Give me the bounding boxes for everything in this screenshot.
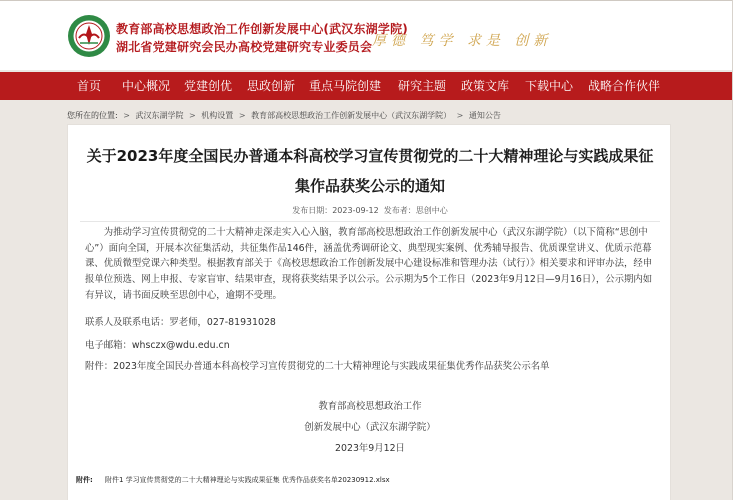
publish-date: 2023-09-12 <box>332 206 379 215</box>
nav-item-party-building[interactable]: 党建创优 <box>183 79 233 93</box>
signature-date: 2023年9月12日 <box>335 443 405 454</box>
nav-item-ideology-innovation[interactable]: 思政创新 <box>246 79 296 93</box>
author-label: 发布者： <box>383 206 416 215</box>
attachment-label: 附件: <box>76 476 93 484</box>
nav-item-research-topics[interactable]: 研究主题 <box>397 79 447 93</box>
breadcrumb-separator: > <box>189 111 196 120</box>
article-body-paragraph: 为推动学习宣传贯彻党的二十大精神走深走实入心入脑，教育部高校思想政治工作创新发展中心（武汉东湖学院）（以下简称“思创中心”）面向全国，开展本次征集活动，共征集作品146件，涵盖优秀调研论文、典型现实案例、优秀辅导报告、优质课堂讲义、优质示范幕课、优质微型党课六种类型。根据教育部关于《高校思想政治工作创新发展中心建设标准和管理办法（试行）》相关要求和评审办法，经申报单位预选、网上申报、专家盲审、结果审查，现将获奖结果予以公示。公示期为5个工作日（2023年9月12日—9月16日），公示期内如有异议，请书面反映至思创中心，逾期不受理。 <box>85 227 653 301</box>
breadcrumb-separator: > <box>238 111 246 120</box>
attachment-note: 附件：2023年度全国民办普通本科高校学习宣传贯彻党的二十大精神理论与实践成果征集优秀作品获奖公示名单 <box>85 361 550 372</box>
breadcrumb-separator: > <box>123 111 130 120</box>
publisher: 思创中心 <box>415 206 448 215</box>
nav-item-partners[interactable]: 战略合作伙伴 <box>587 79 661 93</box>
nav-item-policy-library[interactable]: 政策文库 <box>460 79 510 93</box>
breadcrumb-organization[interactable]: 机构设置 <box>201 111 234 120</box>
email-line[interactable]: 电子邮箱：whsczx@wdu.edu.cn <box>85 340 230 351</box>
site-header <box>0 1 733 70</box>
school-logo-icon[interactable] <box>67 14 111 58</box>
nav-item-center-overview[interactable]: 中心概况 <box>121 79 171 93</box>
breadcrumb <box>67 110 501 121</box>
breadcrumb-lead: 您所在的位置: <box>67 111 118 120</box>
breadcrumb-center[interactable]: 教育部高校思想政治工作创新发展中心（武汉东湖学院） <box>251 111 452 120</box>
meta-divider <box>80 221 660 222</box>
nav-item-home[interactable]: 首页 <box>76 79 102 93</box>
breadcrumb-notices[interactable]: 通知公告 <box>468 111 501 120</box>
contact-line: 联系人及联系电话：罗老师，027-81931028 <box>85 317 276 328</box>
attachment-download-link[interactable]: 附件1 学习宣传贯彻党的二十大精神理论与实践成果征集 优秀作品获奖名单20230912.xlsx <box>105 476 390 484</box>
breadcrumb-separator: > <box>456 111 464 120</box>
signature-line-2: 创新发展中心（武汉东湖学院） <box>304 422 436 433</box>
main-navigation <box>0 72 733 100</box>
nav-item-download-center[interactable]: 下载中心 <box>524 79 574 93</box>
article-meta <box>68 205 672 216</box>
org-name-secondary: 湖北省党建研究会民办高校党建研究专业委员会 <box>116 40 373 54</box>
breadcrumb-school[interactable]: 武汉东湖学院 <box>135 111 184 120</box>
org-name-primary: 教育部高校思想政治工作创新发展中心(武汉东湖学院) <box>116 22 408 36</box>
date-label: 发布日期： <box>292 206 333 215</box>
article-title-line-2: 集作品获奖公示的通知 <box>294 177 445 195</box>
nav-item-marxism-school[interactable]: 重点马院创建 <box>308 79 382 93</box>
article-panel <box>67 124 671 500</box>
school-motto: 厚德 笃学 求是 创新 <box>372 33 553 49</box>
signature-line-1: 教育部高校思想政治工作 <box>318 401 422 412</box>
article-title-line-1: 关于2023年度全国民办普通本科高校学习宣传贯彻党的二十大精神理论与实践成果征 <box>86 147 654 165</box>
